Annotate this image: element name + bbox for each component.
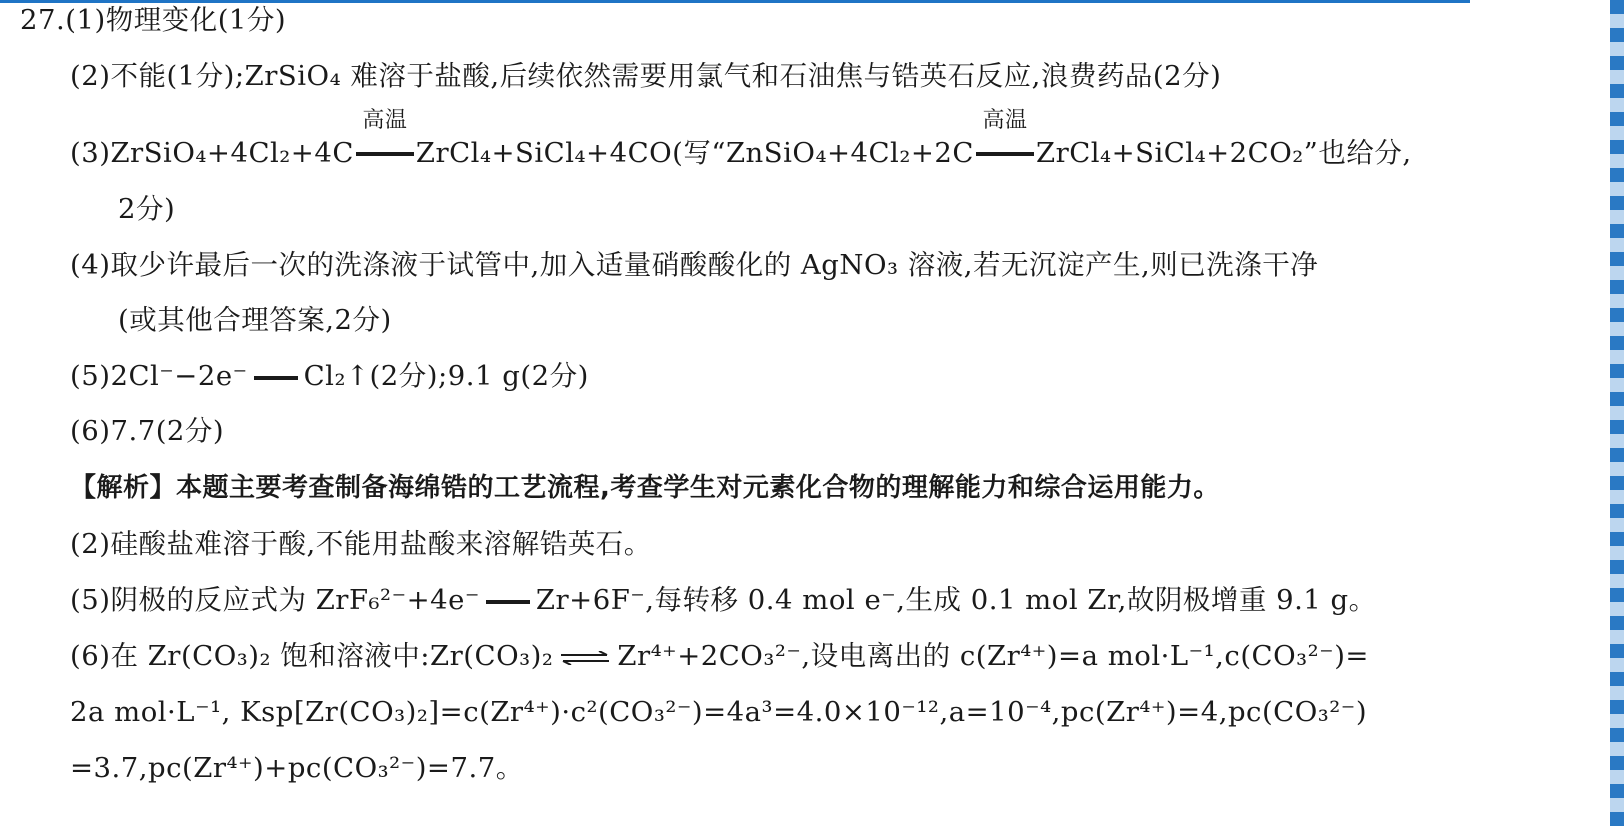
edge-block bbox=[1610, 238, 1624, 252]
equation-left: (3)ZrSiO₄+4Cl₂+4C bbox=[70, 137, 354, 169]
equation-right: ZrCl₄+SiCl₄+4CO(写“ZnSiO₄+4Cl₂+2C bbox=[415, 137, 974, 169]
edge-block bbox=[1610, 588, 1624, 602]
edge-block bbox=[1610, 784, 1624, 798]
edge-block bbox=[1610, 756, 1624, 770]
edge-block bbox=[1610, 798, 1624, 812]
analysis-6-end: =3.7,pc(Zr⁴⁺)+pc(CO₃²⁻)=7.7。 bbox=[70, 752, 524, 784]
edge-block bbox=[1610, 350, 1624, 364]
edge-block bbox=[1610, 378, 1624, 392]
edge-block bbox=[1610, 476, 1624, 490]
edge-block bbox=[1610, 602, 1624, 616]
edge-block bbox=[1610, 140, 1624, 154]
edge-block bbox=[1610, 490, 1624, 504]
edge-block bbox=[1610, 280, 1624, 294]
edge-block bbox=[1610, 448, 1624, 462]
edge-block bbox=[1610, 560, 1624, 574]
edge-block bbox=[1610, 728, 1624, 742]
condition-label: 高温 bbox=[362, 108, 408, 133]
edge-block bbox=[1610, 700, 1624, 714]
analysis-heading: 【解析】本题主要考查制备海绵锆的工艺流程,考查学生对元素化合物的理解能力和综合运用能力。 bbox=[70, 473, 1220, 503]
edge-block bbox=[1610, 658, 1624, 672]
edge-block bbox=[1610, 168, 1624, 182]
edge-block bbox=[1610, 28, 1624, 42]
edge-block bbox=[1610, 644, 1624, 658]
edge-block bbox=[1610, 504, 1624, 518]
equilibrium-left: (6)在 Zr(CO₃)₂ 饱和溶液中:Zr(CO₃)₂ bbox=[70, 640, 554, 672]
electrode-right: Cl₂↑(2分);9.1 g(2分) bbox=[303, 360, 589, 392]
edge-block bbox=[1610, 672, 1624, 686]
edge-block bbox=[1610, 420, 1624, 434]
answer-27-1: 27.(1)物理变化(1分) bbox=[20, 4, 287, 36]
equilibrium-arrow-icon bbox=[559, 651, 611, 665]
analysis-5 bbox=[70, 580, 1377, 620]
answer-27-6: (6)7.7(2分) bbox=[70, 415, 225, 447]
equals-arrow bbox=[254, 376, 298, 380]
page-edge-pattern bbox=[1610, 0, 1624, 830]
edge-block bbox=[1610, 364, 1624, 378]
reaction-arrow-high-temp bbox=[354, 108, 416, 173]
edge-block bbox=[1610, 98, 1624, 112]
edge-block bbox=[1610, 126, 1624, 140]
answer-27-4: (4)取少许最后一次的洗涤液于试管中,加入适量硝酸酸化的 AgNO₃ 溶液,若无沉淀产生,则已洗涤干净 bbox=[70, 249, 1319, 281]
edge-block bbox=[1610, 84, 1624, 98]
edge-block bbox=[1610, 616, 1624, 630]
equilibrium-right: Zr⁴⁺+2CO₃²⁻,设电离出的 c(Zr⁴⁺)=a mol·L⁻¹,c(CO₃²⁻)= bbox=[617, 640, 1369, 672]
edge-block bbox=[1610, 266, 1624, 280]
edge-block bbox=[1610, 196, 1624, 210]
edge-block bbox=[1610, 812, 1624, 826]
edge-block bbox=[1610, 574, 1624, 588]
edge-block bbox=[1610, 770, 1624, 784]
edge-block bbox=[1610, 224, 1624, 238]
answer-27-2: (2)不能(1分);ZrSiO₄ 难溶于盐酸,后续依然需要用氯气和石油焦与锆英石反应,浪费药品(2分) bbox=[70, 60, 1222, 92]
edge-block bbox=[1610, 434, 1624, 448]
edge-block bbox=[1610, 742, 1624, 756]
edge-block bbox=[1610, 42, 1624, 56]
edge-block bbox=[1610, 154, 1624, 168]
edge-block bbox=[1610, 182, 1624, 196]
answer-27-3 bbox=[70, 108, 1412, 173]
edge-block bbox=[1610, 336, 1624, 350]
answer-27-3-cont: 2分) bbox=[118, 193, 176, 225]
edge-block bbox=[1610, 532, 1624, 546]
edge-block bbox=[1610, 56, 1624, 70]
cathode-left: (5)阴极的反应式为 ZrF₆²⁻+4e⁻ bbox=[70, 584, 480, 616]
edge-block bbox=[1610, 0, 1624, 14]
edge-block bbox=[1610, 112, 1624, 126]
analysis-6-cont: 2a mol·L⁻¹, Ksp[Zr(CO₃)₂]=c(Zr⁴⁺)·c²(CO₃²⁻)=4a³=4.0×10⁻¹²,a=10⁻⁴,pc(Zr⁴⁺)=4,pc(CO₃²⁻) bbox=[70, 696, 1368, 728]
edge-block bbox=[1610, 322, 1624, 336]
equals-arrow-cathode bbox=[486, 600, 530, 604]
edge-block bbox=[1610, 392, 1624, 406]
answer-27-4-cont: (或其他合理答案,2分) bbox=[118, 304, 392, 336]
edge-block bbox=[1610, 294, 1624, 308]
condition-label-alt: 高温 bbox=[982, 108, 1028, 133]
edge-block bbox=[1610, 630, 1624, 644]
edge-block bbox=[1610, 14, 1624, 28]
edge-block bbox=[1610, 686, 1624, 700]
edge-block bbox=[1610, 70, 1624, 84]
answer-27-5 bbox=[70, 356, 589, 396]
edge-block bbox=[1610, 518, 1624, 532]
analysis-2: (2)硅酸盐难溶于酸,不能用盐酸来溶解锆英石。 bbox=[70, 528, 652, 560]
edge-block bbox=[1610, 546, 1624, 560]
electrode-left: (5)2Cl⁻−2e⁻ bbox=[70, 360, 248, 392]
equation-right-alt: ZrCl₄+SiCl₄+2CO₂”也给分, bbox=[1035, 137, 1412, 169]
edge-block bbox=[1610, 714, 1624, 728]
edge-block bbox=[1610, 308, 1624, 322]
edge-block bbox=[1610, 210, 1624, 224]
cathode-right: Zr+6F⁻,每转移 0.4 mol e⁻,生成 0.1 mol Zr,故阴极增重 9.1 g。 bbox=[535, 584, 1377, 616]
edge-block bbox=[1610, 406, 1624, 420]
edge-block bbox=[1610, 462, 1624, 476]
reaction-arrow-high-temp-alt bbox=[974, 108, 1036, 173]
edge-block bbox=[1610, 252, 1624, 266]
analysis-6 bbox=[70, 636, 1369, 676]
